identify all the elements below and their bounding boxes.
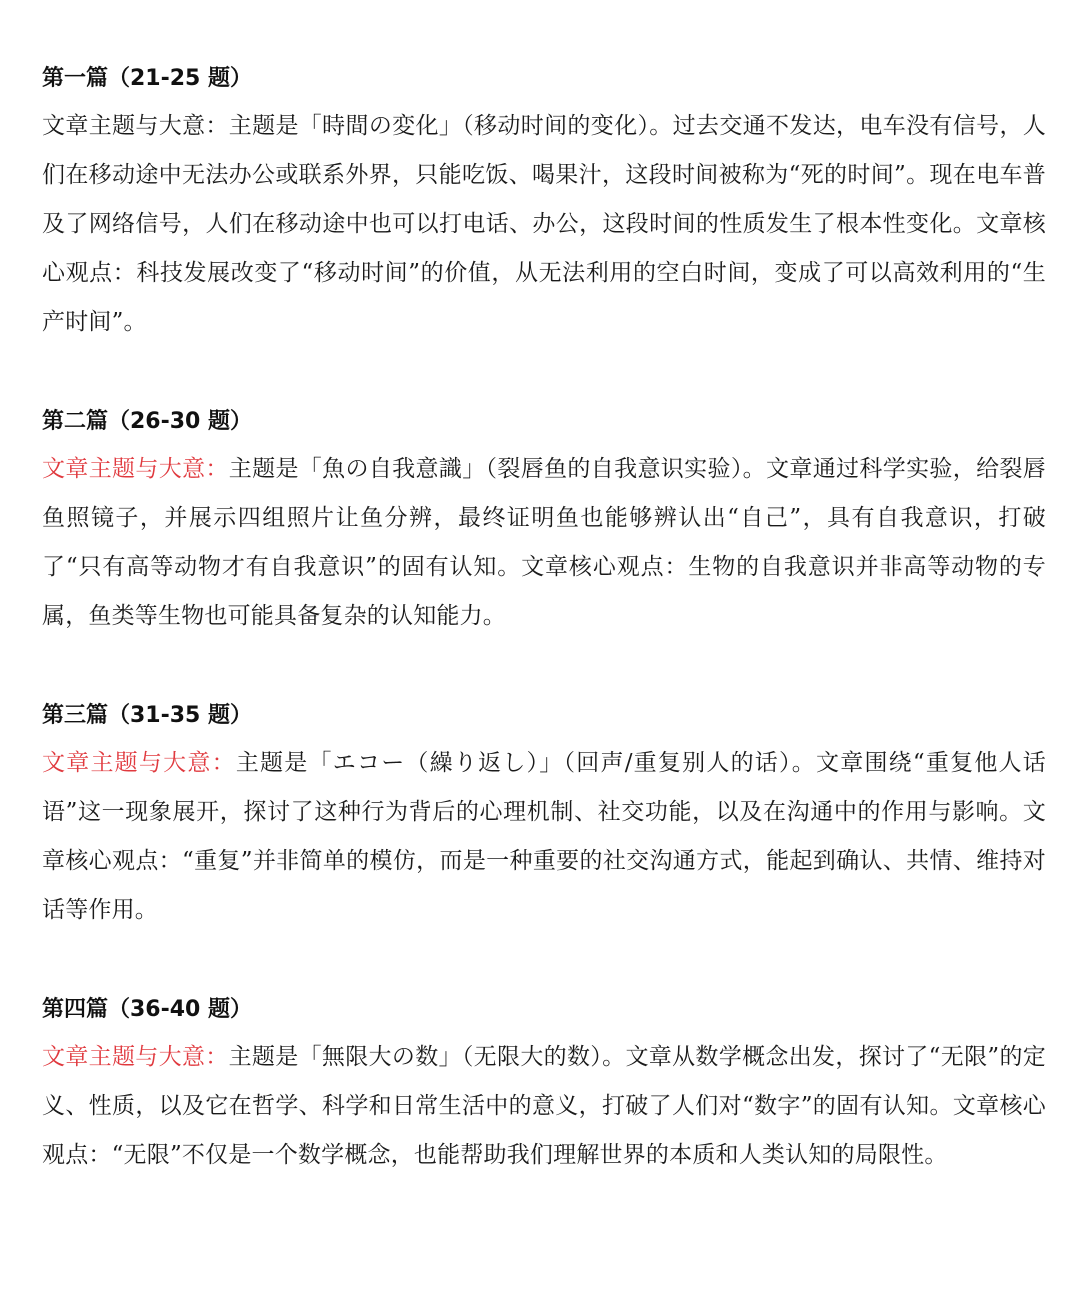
section-heading: 第四篇（36-40 题） [42,997,253,1022]
section-lead: 文章主题与大意： [42,456,229,482]
section-paragraph [42,102,1046,347]
section-body: 文章主题与大意：主题是「時間の変化」（移动时间的变化）。过去交通不发达，电车没有信号，人们在移动途中无法办公或联系外界，只能吃饭、喝果汁，这段时间被称为“死的时间”。现在电车普及了网络信号，人们在移动途中也可以打电话、办公，这段时间的性质发生了根本性变化。文章核心观点：科技发展改变了“移动时间”的价值，从无法利用的空白时间，变成了可以高效利用的“生产时间”。 [42,113,1046,335]
section-body: 主题是「エコー（繰り返し）」（回声/重复别人的话）。文章围绕“重复他人话语”这一现象展开，探讨了这种行为背后的心理机制、社交功能，以及在沟通中的作用与影响。文章核心观点：“重复”并非简单的模仿，而是一种重要的社交沟通方式，能起到确认、共情、维持对话等作用。 [42,750,1046,923]
section-heading: 第三篇（31-35 题） [42,703,253,728]
section-4 [42,995,1046,1180]
section-heading: 第二篇（26-30 题） [42,409,253,434]
section-body: 主题是「無限大の数」（无限大的数）。文章从数学概念出发，探讨了“无限”的定义、性质，以及它在哲学、科学和日常生活中的意义，打破了人们对“数字”的固有认知。文章核心观点：“无限”不仅是一个数学概念，也能帮助我们理解世界的本质和人类认知的局限性。 [42,1044,1047,1168]
document-page [42,56,1046,1180]
section-paragraph [42,445,1046,641]
section-lead: 文章主题与大意： [42,750,236,776]
section-lead: 文章主题与大意： [42,1044,229,1070]
section-body: 主题是「魚の自我意識」（裂唇鱼的自我意识实验）。文章通过科学实验，给裂唇鱼照镜子，并展示四组照片让鱼分辨，最终证明鱼也能够辨认出“自己”，具有自我意识，打破了“只有高等动物才有自我意识”的固有认知。文章核心观点：生物的自我意识并非高等动物的专属，鱼类等生物也可能具备复杂的认知能力。 [42,456,1047,629]
section-paragraph [42,1033,1046,1180]
section-3 [42,701,1046,935]
section-1 [42,64,1046,347]
section-paragraph [42,739,1046,935]
section-2 [42,407,1046,641]
section-heading: 第一篇（21-25 题） [42,66,253,91]
